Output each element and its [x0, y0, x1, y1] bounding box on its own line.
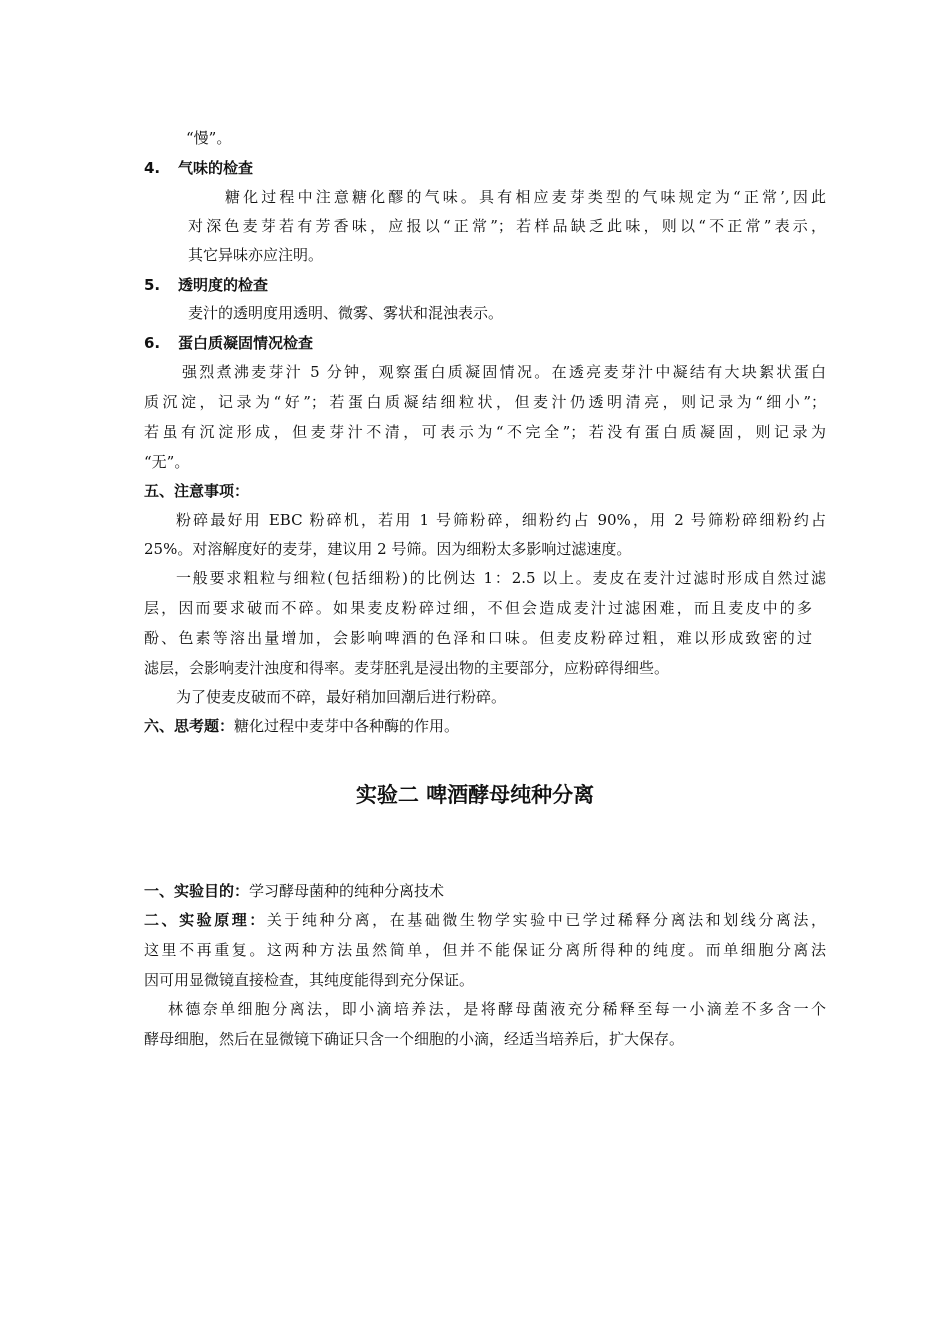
notes-heading: 五、注意事项：: [144, 482, 250, 500]
principle-label: 二、实验原理：: [144, 911, 267, 929]
question-text: 糖化过程中麦芽中各种酶的作用。: [234, 717, 460, 735]
section-6-line-2: 质沉淀，记录为“好”；若蛋白质凝结细粒状，但麦汁仍透明清亮，则记录为“细小”；: [144, 393, 826, 411]
continuation-text: “慢”。: [186, 129, 232, 147]
section-6-heading: [144, 333, 313, 353]
section-6-line-1: 强烈煮沸麦芽汁 5 分钟，观察蛋白质凝固情况。在透亮麦芽汁中凝结有大块絮状蛋白: [182, 363, 826, 381]
section-4-line-2: 对深色麦芽若有芳香味，应报以“正常”；若样品缺乏此味，则以“不正常”表示，: [188, 217, 826, 235]
question-line: [144, 716, 834, 736]
section-6-title: 蛋白质凝固情况检查: [178, 334, 314, 352]
notes-p2-line-4: 滤层，会影响麦汁浊度和得率。麦芽胚乳是浸出物的主要部分，应粉碎得细些。: [144, 659, 670, 677]
section-4-number: 4.: [144, 159, 161, 177]
lindner-line-1: 林德奈单细胞分离法，即小滴培养法，是将酵母菌液充分稀释至每一小滴差不多含一个: [168, 1000, 826, 1018]
principle-line-1: [144, 910, 826, 930]
section-6-number: 6.: [144, 334, 161, 352]
notes-p1-line-2: 25%。对溶解度好的麦芽，建议用 2 号筛。因为细粉太多影响过滤速度。: [144, 540, 632, 558]
notes-p1-line-1: 粉碎最好用 EBC 粉碎机，若用 1 号筛粉碎，细粉约占 90%，用 2 号筛粉碎细粉约占: [176, 511, 826, 529]
experiment-2-title: 实验二 啤酒酵母纯种分离: [355, 783, 595, 807]
principle-text-1: 关于纯种分离，在基础微生物学实验中已学过稀释分离法和划线分离法，: [266, 911, 826, 929]
notes-p3: 为了使麦皮破而不碎，最好稍加回潮后进行粉碎。: [176, 688, 507, 706]
purpose-label: 一、实验目的：: [144, 882, 250, 900]
section-5-title: 透明度的检查: [178, 276, 269, 294]
section-4-line-1: 糖化过程中注意糖化醪的气味。具有相应麦芽类型的气味规定为“正常’,因此: [225, 188, 826, 206]
section-4-line-3: 其它异味亦应注明。: [188, 246, 324, 264]
section-4-heading: [144, 158, 253, 178]
section-5-line-1: 麦汁的透明度用透明、微雾、雾状和混浊表示。: [188, 304, 504, 322]
section-6-line-4: “无”。: [144, 453, 190, 471]
purpose-text: 学习酵母菌种的纯种分离技术: [249, 882, 445, 900]
notes-p2-line-2: 层，因而要求破而不碎。如果麦皮粉碎过细，不但会造成麦汁过滤困难，而且麦皮中的多: [144, 599, 812, 617]
section-5-heading: [144, 275, 268, 295]
section-4-title: 气味的检查: [178, 159, 254, 177]
principle-line-2: 这里不再重复。这两种方法虽然简单，但并不能保证分离所得种的纯度。而单细胞分离法: [144, 941, 826, 959]
section-5-number: 5.: [144, 276, 161, 294]
notes-p2-line-3: 酚、色素等溶出量增加，会影响啤酒的色泽和口味。但麦皮粉碎过粗，难以形成致密的过: [144, 629, 812, 647]
question-label: 六、思考题：: [144, 717, 235, 735]
section-6-line-3: 若虽有沉淀形成，但麦芽汁不清，可表示为“不完全”；若没有蛋白质凝固，则记录为: [144, 423, 826, 441]
notes-p2-line-1: 一般要求粗粒与细粒(包括细粉)的比例达 1：2.5 以上。麦皮在麦汁过滤时形成自然过滤: [176, 569, 826, 587]
lindner-line-2: 酵母细胞，然后在显微镜下确证只含一个细胞的小滴，经适当培养后，扩大保存。: [144, 1030, 685, 1048]
principle-line-3: 因可用显微镜直接检查，其纯度能得到充分保证。: [144, 971, 475, 989]
purpose-line: [144, 881, 834, 901]
